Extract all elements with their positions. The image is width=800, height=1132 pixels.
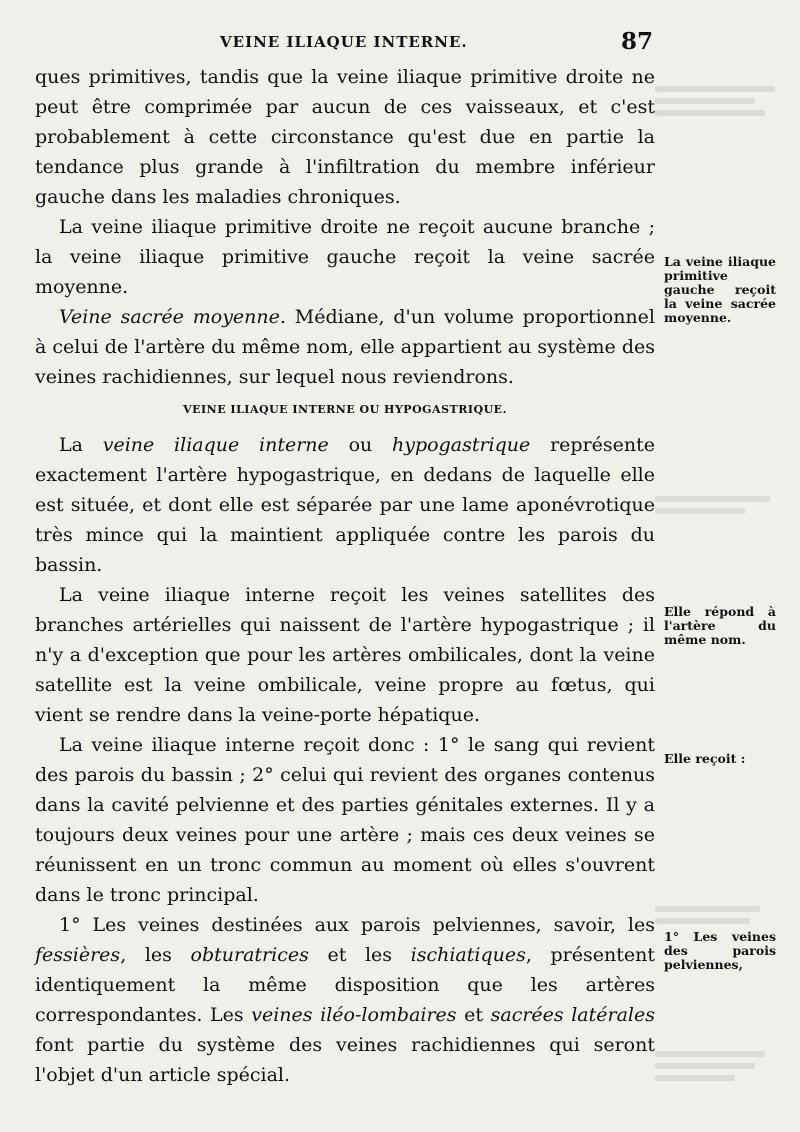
- text-run: La veine iliaque interne reçoit les veines satellites des branches artérielles qui naissent de l'artère hypogastrique ; il n'y a d'exception que pour les artères ombilicales, dont la veine satellite est la veine ombilicale, veine propre au fœtus, qui vient se rendre dans la veine-porte hépatique.: [35, 584, 655, 726]
- italic-term: hypogastrique: [392, 434, 531, 456]
- text-run: représente exactement l'artère hypogastrique, en dedans de laquelle elle est située, et dont elle est séparée par une lame aponévrotique très mince qui la maintient appliquée contre les parois du bassin.: [35, 434, 656, 576]
- text-run: et: [456, 1004, 491, 1026]
- margin-note: 1° Les veines des parois pelviennes,: [664, 929, 776, 972]
- italic-term: obturatrices: [190, 944, 309, 966]
- italic-term: sacrées latérales: [490, 1004, 655, 1026]
- italic-term: fessières: [35, 944, 121, 966]
- paragraph: [35, 430, 655, 580]
- margin-note: Elle répond à l'artère du même nom.: [664, 604, 776, 647]
- page-number: 87: [620, 28, 653, 55]
- text-run: et les: [308, 944, 411, 966]
- text-run: , présentent identiquement la même disposition que les artères correspondantes. Les: [35, 944, 655, 1026]
- text-run: 1° Les veines destinées aux parois pelviennes, savoir, les: [59, 914, 655, 936]
- italic-term: veine iliaque interne: [102, 434, 329, 456]
- margin-note: Elle reçoit :: [664, 751, 746, 766]
- text-run: La veine iliaque interne reçoit donc : 1° le sang qui revient des parois du bassin ; 2° celui qui revient des organes contenus dans la cavité pelvienne et des parties génitales externes. Il y a toujours deux veines pour une artère ; mais ces deux veines se réunissent en un tronc commun au moment où elles s'ouvrent dans le tronc principal.: [35, 734, 655, 906]
- paragraph: [35, 580, 655, 730]
- running-head: VEINE ILIAQUE INTERNE.: [220, 33, 468, 51]
- page-header: [35, 30, 655, 54]
- italic-term: Veine sacrée moyenne.: [59, 306, 286, 328]
- italic-term: ischiatiques: [410, 944, 526, 966]
- main-text-column: [35, 62, 655, 1090]
- paragraph: [35, 910, 655, 1090]
- section-heading: [35, 400, 655, 420]
- show-through-smudge: [655, 490, 795, 570]
- text-run: , les: [120, 944, 191, 966]
- text-run: La: [59, 434, 103, 456]
- show-through-smudge: [655, 80, 795, 160]
- text-run: ou: [328, 434, 393, 456]
- margin-note: La veine iliaque primitive gauche reçoit la veine sacrée moyenne.: [664, 254, 776, 325]
- text-run: ques primitives, tandis que la veine iliaque primitive droite ne peut être comprimée par aucun de ces vaisseaux, et c'est probablement à cette circonstance qu'est due en partie la tendance plus grande à l'infiltration du membre inférieur gauche dans les maladies chroniques.: [35, 66, 655, 208]
- text-run: font partie du système des veines rachidiennes qui seront l'objet d'un article spécial.: [35, 1034, 655, 1086]
- text-run: VEINE ILIAQUE INTERNE OU HYPOGASTRIQUE.: [183, 403, 507, 416]
- text-run: Médiane, d'un volume proportionnel à celui de l'artère du même nom, elle appartient au système des veines rachidiennes, sur lequel nous reviendrons.: [35, 306, 655, 388]
- paragraph: [35, 302, 655, 392]
- paragraph: [35, 730, 655, 910]
- show-through-smudge: [655, 1045, 795, 1125]
- paragraph: [35, 212, 655, 302]
- italic-term: veines iléo-lombaires: [251, 1004, 457, 1026]
- text-run: La veine iliaque primitive droite ne reçoit aucune branche ; la veine iliaque primitive gauche reçoit la veine sacrée moyenne.: [35, 216, 655, 298]
- paragraph: [35, 62, 655, 212]
